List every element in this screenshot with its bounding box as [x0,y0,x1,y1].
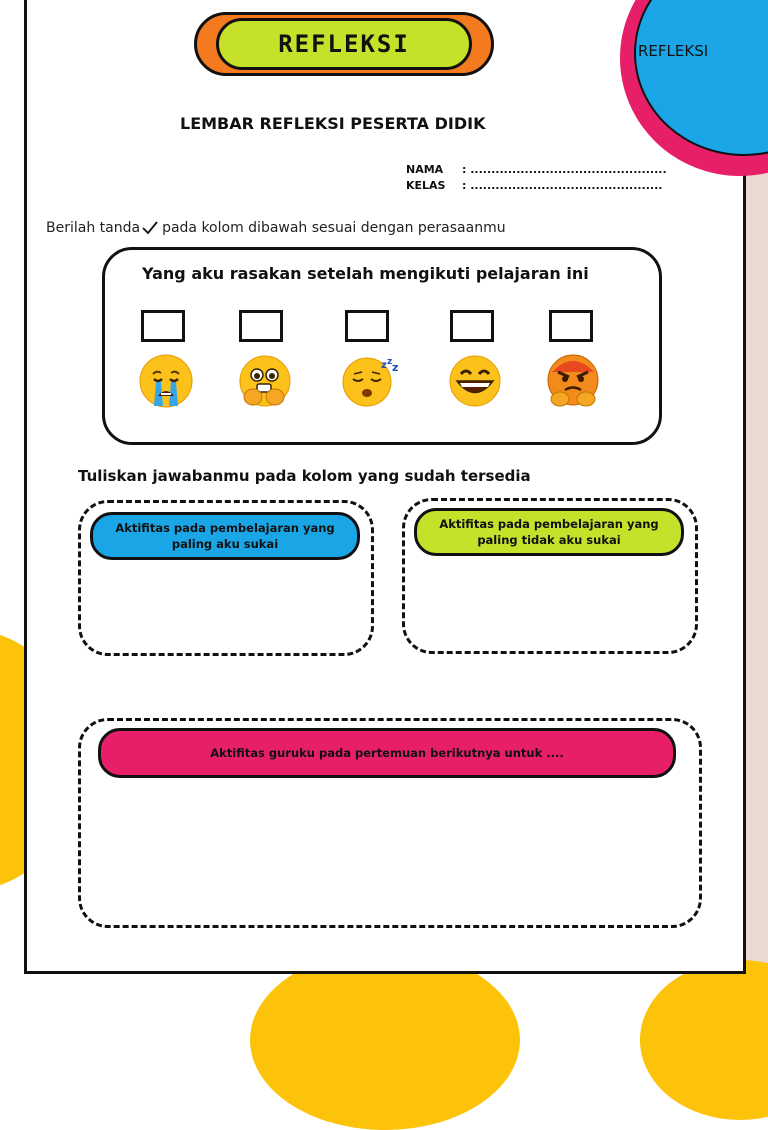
feeling-checkbox-1[interactable] [141,310,185,342]
grinning-face-icon [446,354,504,408]
liked-activity-label: Aktifitas pada pembelajaran yang paling aku sukai [90,512,360,560]
crying-face-icon [137,352,195,410]
disliked-activity-label: Aktifitas pada pembelajaran yang paling tidak aku sukai [414,508,684,556]
teacher-next-input[interactable] [100,786,684,920]
svg-text:z: z [387,357,393,367]
answer-instruction: Tuliskan jawabanmu pada kolom yang sudah tersedia [78,467,531,485]
teacher-next-label: Aktifitas guruku pada pertemuan berikutnya untuk .... [98,728,676,778]
checkmark-icon [142,221,158,235]
feeling-checkbox-4[interactable] [450,310,494,342]
name-field[interactable]: : ............................................... [462,163,667,176]
instruction-text-start: Berilah tanda [46,220,141,236]
student-info [406,162,667,194]
check-instruction [46,220,506,236]
feeling-checkbox-2[interactable] [239,310,283,342]
class-label: KELAS [406,179,446,192]
name-label: NAMA [406,163,444,176]
svg-text:z: z [381,360,387,371]
sleepy-face-icon [341,354,401,408]
instruction-text-end: pada kolom dibawah sesuai dengan perasaanmu [162,220,506,236]
svg-text:z: z [392,361,399,374]
angry-face-icon [542,352,604,410]
feelings-title: Yang aku rasakan setelah mengikuti pelajaran ini [142,264,589,283]
background-circle-bottom [250,950,520,1130]
feeling-option-1 [141,310,189,342]
feeling-checkbox-5[interactable] [549,310,593,342]
feeling-checkbox-3[interactable] [345,310,389,342]
anxious-face-icon [235,354,295,410]
class-field[interactable]: : .............................................. [462,179,663,192]
feeling-option-5 [549,310,597,342]
disliked-activity-input[interactable] [416,562,688,648]
feeling-option-4 [450,310,498,342]
feeling-option-3 [345,310,393,342]
liked-activity-input[interactable] [92,566,364,650]
worksheet-subtitle: LEMBAR REFLEKSI PESERTA DIDIK [180,114,486,133]
page-title: REFLEKSI [278,30,410,58]
corner-title: REFLEKSI [638,42,709,60]
background-circle-bottom-right [640,960,768,1120]
title-banner [216,18,472,70]
feeling-option-2 [239,310,287,342]
